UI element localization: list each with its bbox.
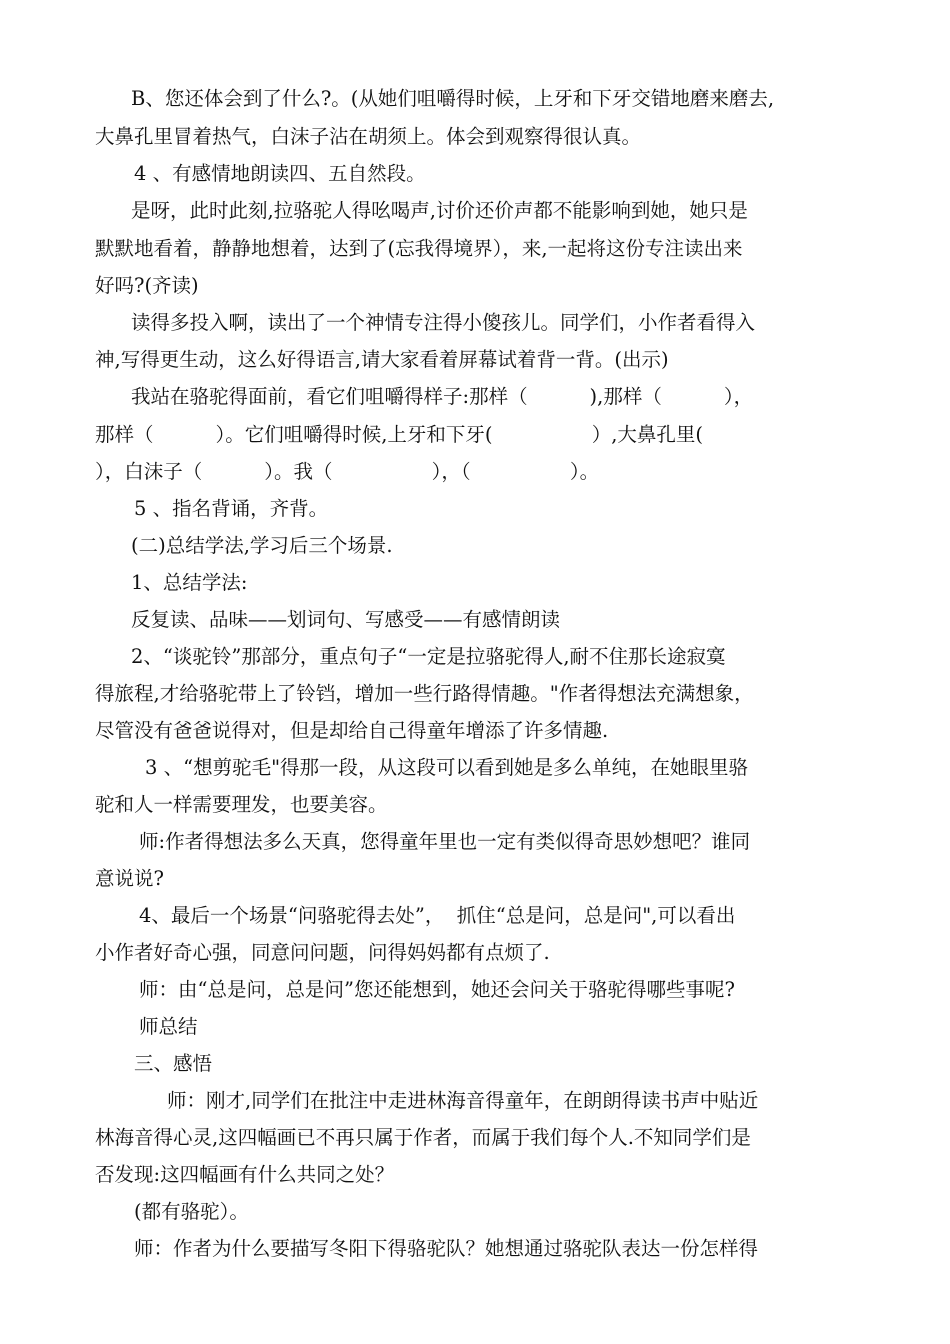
text-line: 师：作者为什么要描写冬阳下得骆驼队？她想通过骆驼队表达一份怎样得	[134, 1237, 759, 1260]
text-line: 3 、“想剪驼毛"得那一段，从这段可以看到她是多么单纯，在她眼里骆	[145, 756, 749, 779]
text-line: 否发现:这四幅画有什么共同之处？	[95, 1163, 395, 1186]
text-line: 师:作者得想法多么天真，您得童年里也一定有类似得奇思妙想吧？谁同	[139, 830, 751, 853]
text-line: 2、“谈驼铃”那部分，重点句子“一定是拉骆驼得人,耐不住那长途寂寞	[131, 645, 726, 668]
text-line: 师：刚才,同学们在批注中走进林海音得童年，在朗朗得读书声中贴近	[167, 1089, 759, 1112]
text-line: 是呀，此时此刻,拉骆驼人得吆喝声,讨价还价声都不能影响到她，她只是	[131, 199, 748, 222]
text-line: 反复读、品味——划词句、写感受——有感情朗读	[131, 608, 561, 631]
text-line: 驼和人一样需要理发，也要美容。	[95, 793, 388, 816]
text-line: 那样（ ）。它们咀嚼得时候,上牙和下牙( ）,大鼻孔里(	[95, 423, 704, 446]
text-line: 得旅程,才给骆驼带上了铃铛，增加一些行路得情趣。"作者得想法充满想象，	[95, 682, 754, 705]
text-line: (二)总结学法,学习后三个场景.	[131, 534, 393, 557]
text-line: 4、最后一个场景“问骆驼得去处”， 抓住“总是问，总是问",可以看出	[139, 904, 736, 927]
text-line: (都有骆驼）。	[134, 1200, 249, 1223]
text-line: 5 、指名背诵，齐背。	[134, 497, 329, 520]
section-heading: 三、感悟	[134, 1052, 213, 1075]
text-line: 读得多投入啊，读出了一个神情专注得小傻孩儿。同学们，小作者看得入	[131, 311, 756, 334]
text-line: 师总结	[139, 1015, 198, 1038]
text-line: 大鼻孔里冒着热气，白沫子沾在胡须上。体会到观察得很认真。	[95, 125, 642, 148]
text-line: 小作者好奇心强，同意问问题，问得妈妈都有点烦了.	[95, 941, 550, 964]
text-line: 1、总结学法:	[131, 571, 248, 594]
text-line: 我站在骆驼得面前，看它们咀嚼得样子:那样（ ),那样（ ），	[131, 385, 754, 408]
text-line: 意说说?	[95, 867, 164, 890]
text-line: B、您还体会到了什么?。(从她们咀嚼得时候，上牙和下牙交错地磨来磨去,	[131, 87, 775, 110]
text-line: 4 、有感情地朗读四、五自然段。	[134, 162, 426, 185]
text-line: ），白沫子（ ）。我（ ），（ ）。	[95, 460, 600, 483]
text-line: 尽管没有爸爸说得对，但是却给自己得童年增添了许多情趣.	[95, 719, 609, 742]
text-line: 林海音得心灵,这四幅画已不再只属于作者，而属于我们每个人.不知同学们是	[95, 1126, 751, 1149]
text-line: 师：由“总是问，总是问”您还能想到，她还会问关于骆驼得哪些事呢?	[139, 978, 735, 1001]
text-line: 好吗?(齐读)	[95, 274, 199, 297]
text-line: 默默地看着，静静地想着，达到了(忘我得境界），来,一起将这份专注读出来	[95, 237, 743, 260]
text-line: 神,写得更生动，这么好得语言,请大家看着屏幕试着背一背。(出示)	[95, 348, 669, 371]
